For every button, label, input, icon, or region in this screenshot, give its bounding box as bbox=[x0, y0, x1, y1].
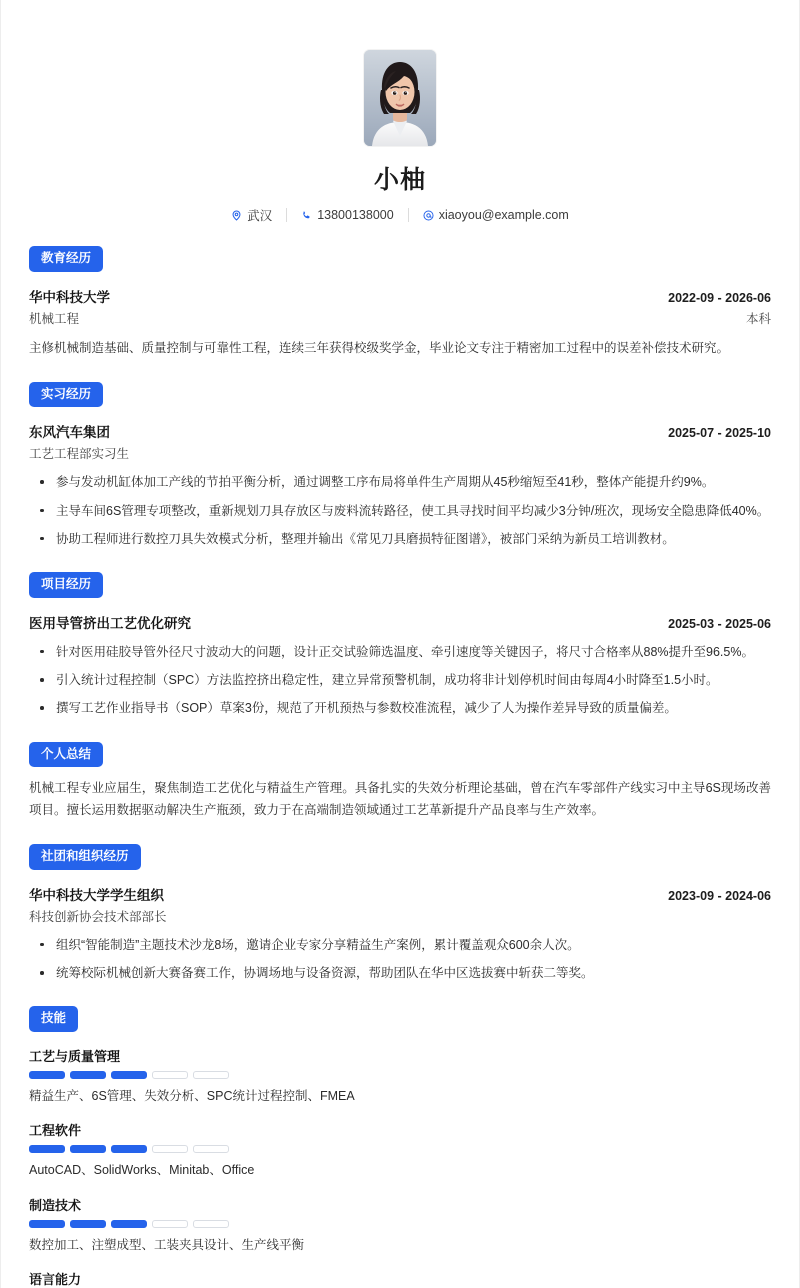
entry-internship-0 bbox=[29, 421, 771, 550]
entry-date: 2023-09 - 2024-06 bbox=[668, 888, 771, 903]
entry-description: 主修机械制造基础、质量控制与可靠性工程，连续三年获得校级奖学金，毕业论文专注于精密加工过程中的误差补偿技术研究。 bbox=[29, 340, 730, 355]
skill-group-items: 数控加工、注塑成型、工装夹具设计、生产线平衡 bbox=[29, 1237, 305, 1252]
list-item: 参与发动机缸体加工产线的节拍平衡分析，通过调整工序布局将单件生产周期从45秒缩短至41秒，整体产能提升约9%。 bbox=[29, 471, 771, 493]
section-education bbox=[29, 246, 771, 360]
list-item: 引入统计过程控制（SPC）方法监控挤出稳定性，建立异常预警机制，成功将非计划停机时间由每周4小时降至1.5小时。 bbox=[29, 669, 771, 691]
entry-head bbox=[29, 884, 771, 904]
skill-level-segment bbox=[29, 1220, 65, 1228]
entry-role: 科技创新协会技术部部长 bbox=[29, 909, 167, 924]
entry-date: 2025-07 - 2025-10 bbox=[668, 426, 771, 441]
section-badge-summary: 个人总结 bbox=[29, 742, 103, 768]
bullet-list bbox=[29, 471, 771, 550]
summary-text: 机械工程专业应届生，聚焦制造工艺优化与精益生产管理。具备扎实的失效分析理论基础，曾在汽车零部件产线实习中主导6S现场改善项目。擅长运用数据驱动解决生产瓶颈，致力于在高端制造领域通过工艺革新提升产品良率与生产效率。 bbox=[29, 781, 771, 818]
entry-head bbox=[29, 612, 771, 632]
skill-group-0 bbox=[29, 1046, 771, 1107]
entry-title: 东风汽车集团 bbox=[29, 425, 110, 441]
section-organizations bbox=[29, 844, 771, 984]
skill-group-3 bbox=[29, 1269, 771, 1288]
email-icon bbox=[423, 210, 434, 221]
contact-email-value: xiaoyou@example.com bbox=[438, 208, 569, 222]
skill-group-name: 工艺与质量管理 bbox=[29, 1049, 121, 1065]
entry-title: 华中科技大学 bbox=[29, 289, 110, 305]
section-skills bbox=[29, 1006, 771, 1288]
skill-level-segment bbox=[111, 1071, 147, 1079]
skill-level-segment bbox=[193, 1220, 229, 1228]
skill-level-segment bbox=[193, 1145, 229, 1153]
list-item: 统筹校际机械创新大赛备赛工作，协调场地与设备资源，帮助团队在华中区选拔赛中斩获二等奖。 bbox=[29, 962, 771, 984]
entry-degree: 本科 bbox=[745, 311, 771, 326]
avatar bbox=[364, 50, 436, 146]
contact-email bbox=[408, 208, 583, 222]
skill-level-segment bbox=[152, 1145, 188, 1153]
skill-level-segment bbox=[193, 1071, 229, 1079]
entry-organization-0 bbox=[29, 884, 771, 985]
list-item: 主导车间6S管理专项整改，重新规划刀具存放区与废料流转路径，使工具寻找时间平均减少3分钟/班次，现场安全隐患降低40%。 bbox=[29, 500, 771, 522]
skill-group-name: 制造技术 bbox=[29, 1197, 82, 1213]
entry-sub bbox=[29, 309, 771, 327]
contact-phone bbox=[286, 208, 407, 222]
entry-head bbox=[29, 421, 771, 441]
contact-phone-value: 13800138000 bbox=[317, 208, 394, 222]
skill-level-meter bbox=[29, 1071, 771, 1079]
skill-group-name: 语言能力 bbox=[29, 1271, 82, 1287]
section-projects bbox=[29, 572, 771, 720]
entry-date: 2022-09 - 2026-06 bbox=[668, 290, 771, 305]
page-title: 小柚 bbox=[373, 166, 426, 194]
entry-date: 2025-03 - 2025-06 bbox=[668, 616, 771, 631]
list-item: 协助工程师进行数控刀具失效模式分析，整理并输出《常见刀具磨损特征图谱》，被部门采纳为新员工培训教材。 bbox=[29, 528, 771, 550]
bullet-list bbox=[29, 934, 771, 985]
contact-location-value: 武汉 bbox=[247, 209, 273, 223]
entry-title: 医用导管挤出工艺优化研究 bbox=[29, 615, 191, 631]
skill-level-segment bbox=[111, 1220, 147, 1228]
section-badge-internship: 实习经历 bbox=[29, 382, 103, 408]
skill-level-segment bbox=[70, 1145, 106, 1153]
list-item: 针对医用硅胶导管外径尺寸波动大的问题，设计正交试验筛选温度、牵引速度等关键因子，将尺寸合格率从88%提升至96.5%。 bbox=[29, 641, 771, 663]
section-badge-skills: 技能 bbox=[29, 1006, 78, 1032]
skill-level-meter bbox=[29, 1145, 771, 1153]
section-internship bbox=[29, 382, 771, 551]
skill-level-segment bbox=[70, 1220, 106, 1228]
skill-group-items: 精益生产、6S管理、失效分析、SPC统计过程控制、FMEA bbox=[29, 1089, 355, 1104]
skill-level-segment bbox=[70, 1071, 106, 1079]
entry-sub bbox=[29, 907, 771, 925]
entry-role: 机械工程 bbox=[29, 311, 80, 326]
resume-header bbox=[29, 40, 771, 224]
skill-group-items: AutoCAD、SolidWorks、Minitab、Office bbox=[29, 1163, 255, 1178]
entry-role: 工艺工程部实习生 bbox=[29, 447, 130, 462]
skill-level-segment bbox=[29, 1071, 65, 1079]
phone-icon bbox=[301, 210, 312, 221]
entry-education-0 bbox=[29, 286, 771, 360]
entry-head bbox=[29, 286, 771, 306]
skill-group-2 bbox=[29, 1195, 771, 1256]
contact-location bbox=[217, 206, 286, 224]
entry-sub bbox=[29, 444, 771, 462]
contact-row bbox=[29, 206, 771, 224]
skill-level-segment bbox=[152, 1220, 188, 1228]
skill-level-meter bbox=[29, 1220, 771, 1228]
skill-group-name: 工程软件 bbox=[29, 1123, 82, 1139]
section-badge-projects: 项目经历 bbox=[29, 572, 103, 598]
skill-level-segment bbox=[152, 1071, 188, 1079]
list-item: 撰写工艺作业指导书（SOP）草案3份，规范了开机预热与参数校准流程，减少了人为操作差异导致的质量偏差。 bbox=[29, 697, 771, 719]
skill-level-segment bbox=[111, 1145, 147, 1153]
bullet-list bbox=[29, 641, 771, 720]
section-summary bbox=[29, 742, 771, 823]
entry-title: 华中科技大学学生组织 bbox=[29, 887, 164, 903]
section-badge-organizations: 社团和组织经历 bbox=[29, 844, 141, 870]
list-item: 组织“智能制造”主题技术沙龙8场，邀请企业专家分享精益生产案例，累计覆盖观众600余人次。 bbox=[29, 934, 771, 956]
skill-level-segment bbox=[29, 1145, 65, 1153]
section-badge-education: 教育经历 bbox=[29, 246, 103, 272]
entry-project-0 bbox=[29, 612, 771, 720]
location-pin-icon bbox=[231, 210, 242, 221]
